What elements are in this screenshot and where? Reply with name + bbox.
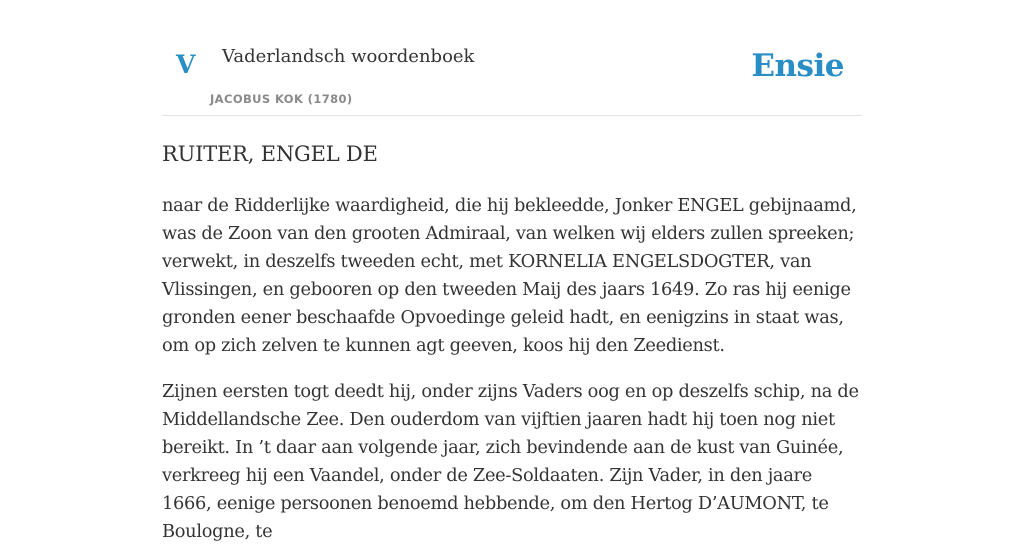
ensie-logo-link[interactable]: Ensie (751, 48, 844, 84)
entry-paragraph: naar de Ridderlijke waardigheid, die hij bekleedde, Jonker ENGEL gebijnaamd, was de Zoon van den grooten Admiraal, van welken wij elders zullen spreeken; verwekt, in deszelfs tweeden echt, met KORNELIA ENGELSDOGTER, van Vlissingen, en gebooren op den tweeden Maij des jaars 1649. Zo ras hij eenige gronden eener beschaafde Opvoedinge geleid hadt, en eenigzins in staat was, om op zich zelven te kunnen agt geeven, koos hij den Zeedienst. (162, 195, 857, 357)
header (162, 0, 862, 116)
page (162, 0, 862, 546)
author-label: JACOBUS KOK (1780) (210, 92, 353, 106)
entry-content (162, 142, 862, 546)
entry-title: RUITER, ENGEL DE (162, 142, 378, 166)
entry-paragraph: Zijnen eersten togt deedt hij, onder zijns Vaders oog en op deszelfs schip, na de Middellandsche Zee. Den ouderdom van vijftien jaaren hadt hij toen nog niet bereikt. In ’t daar aan volgende jaar, zich bevindende aan de kust van Guinée, verkreeg hij een Vaandel, onder de Zee-Soldaaten. Zijn Vader, in den jaare 1666, eenige persoonen benoemd hebbende, om den Hertog D’AUMONT, te Boulogne, te (162, 381, 859, 543)
letter-index-link[interactable]: V (176, 50, 196, 79)
book-title-link[interactable]: Vaderlandsch woordenboek (222, 46, 475, 67)
